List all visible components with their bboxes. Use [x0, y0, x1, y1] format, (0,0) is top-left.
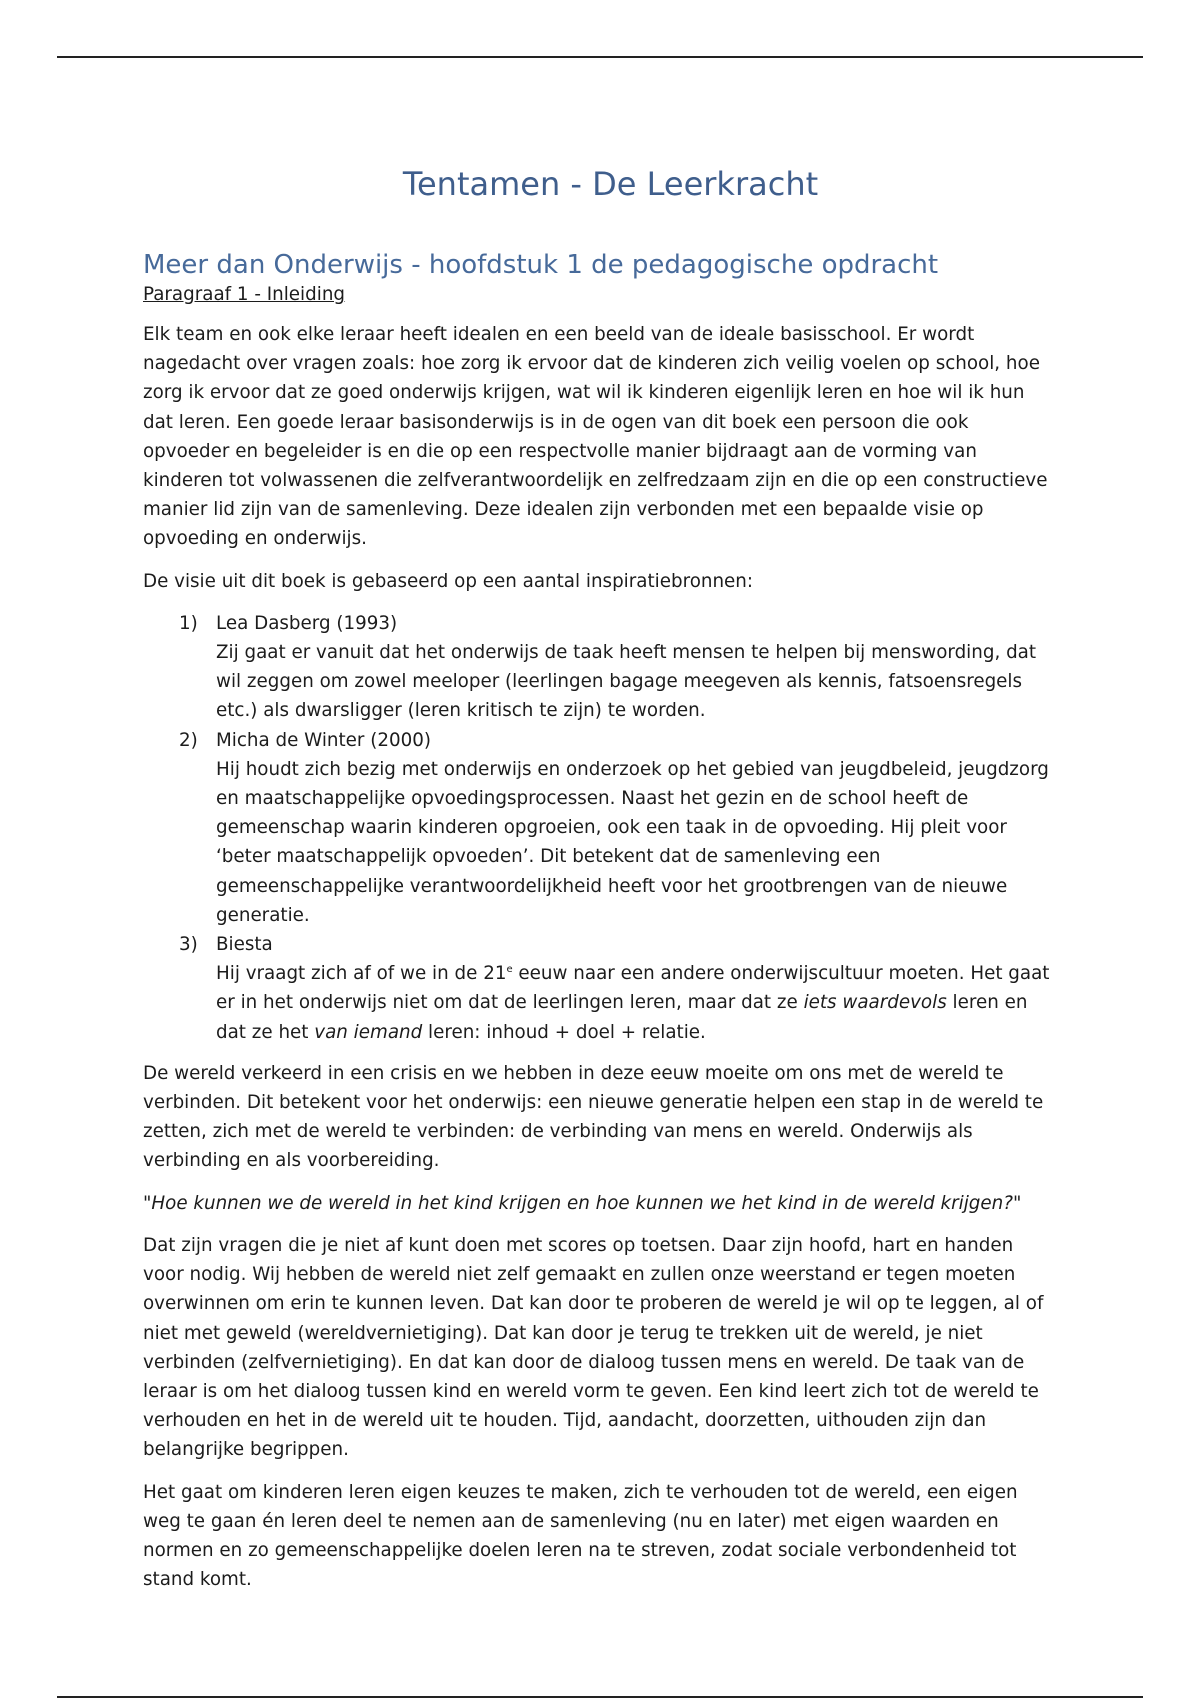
- source-text: Zij gaat er vanuit dat het onderwijs de taak heeft mensen te helpen bij menswording, dat wil zeggen om zowel meeloper (leerlingen bagage meegeven als kennis, fatsoensregels etc.) als dwarsligger (leren kritisch te zijn) te worden.: [216, 642, 1037, 722]
- source-name: Lea Dasberg (1993): [216, 612, 398, 634]
- source-text-part: Hij vraagt zich af of we in de 21: [216, 963, 507, 985]
- header-rule: [57, 56, 1143, 58]
- document-title: Tentamen - De Leerkracht: [402, 165, 819, 203]
- superscript-suffix: e: [506, 964, 513, 976]
- emphasis-text: iets waardevols: [803, 992, 947, 1014]
- emphasis-text: van iemand: [314, 1021, 423, 1043]
- world-paragraph: De wereld verkeerd in een crisis en we hebben in deze eeuw moeite om ons met de wereld te verbinden. Dit betekent voor het onderwijs: een nieuwe generatie helpen een stap in de wereld te zetten, zich met de wereld te verbinden: de verbinding van mens en wereld. Onderwijs als verbinding en als voorbereiding.: [143, 1062, 1044, 1172]
- sources-intro: De visie uit dit boek is gebaseerd op een aantal inspiratiebronnen:: [143, 570, 754, 592]
- source-text-part: eeuw naar een andere onderwijscultuur moeten. Het gaat er in het onderwijs niet om dat de leerlingen leren, maar dat ze: [216, 963, 1050, 1014]
- list-item: [143, 609, 1058, 726]
- footer-rule: [57, 1696, 1143, 1698]
- closing-paragraph: Het gaat om kinderen leren eigen keuzes te maken, zich te verhouden tot de wereld, een eigen weg te gaan én leren deel te nemen aan de samenleving (nu en later) met eigen waarden en normen en zo gemeenschappelijke doelen leren na te streven, zodat sociale verbondenheid tot stand komt.: [143, 1481, 1018, 1591]
- list-number: 1): [179, 612, 198, 634]
- list-number: 2): [179, 729, 198, 751]
- source-text: Hij houdt zich bezig met onderwijs en onderzoek op het gebied van jeugdbeleid, jeugdzorg en maatschappelijke opvoedingsprocessen. Naast het gezin en de school heeft de gemeenschap waarin kinderen opgroeien, ook een taak in de opvoeding. Hij pleit voor ‘beter maatschappelijk opvoeden’. Dit betekent dat de samenleving een gemeenschappelijke verantwoordelijkheid heeft voor het grootbrengen van de nieuwe generatie.: [216, 758, 1049, 926]
- intro-paragraph: Elk team en ook elke leraar heeft idealen en een beeld van de ideale basisschool. Er wordt nagedacht over vragen zoals: hoe zorg ik ervoor dat de kinderen zich veilig voelen op school, hoe zorg ik ervoor dat ze goed onderwijs krijgen, wat wil ik kinderen eigenlijk leren en hoe wil ik hun dat leren. Een goede leraar basisonderwijs is in de ogen van dit boek een persoon die ook opvoeder en begeleider is en die op een respectvolle manier bijdraagt aan de vorming van kinderen tot volwassenen die zelfverantwoordelijk en zelfredzaam zijn en die op een constructieve manier lid zijn van de samenleving. Deze idealen zijn verbonden met een bepaalde visie op opvoeding en onderwijs.: [143, 324, 1048, 550]
- source-text-part: leren: inhoud + doel + relatie.: [422, 1021, 706, 1043]
- source-name: Biesta: [216, 934, 273, 956]
- questions-paragraph: Dat zijn vragen die je niet af kunt doen met scores op toetsen. Daar zijn hoofd, hart en handen voor nodig. Wij hebben de wereld niet zelf gemaakt en zullen onze weerstand er tegen moeten overwinnen om erin te kunnen leven. Dat kan door te proberen de wereld je wil op te leggen, al of niet met geweld (wereldvernietiging). Dat kan door je terug te trekken uit de wereld, je niet verbinden (zelfvernietiging). En dat kan door de dialoog tussen mens en wereld. De taak van de leraar is om het dialoog tussen kind en wereld vorm te geven. Een kind leert zich tot de wereld te verhouden en het in de wereld uit te houden. Tijd, aandacht, doorzetten, uithouden zijn dan belangrijke begrippen.: [143, 1234, 1044, 1461]
- sources-list: [143, 609, 1058, 1047]
- paragraph-label: Paragraaf 1 - Inleiding: [143, 284, 346, 305]
- list-item: [143, 726, 1058, 930]
- chapter-heading: Meer dan Onderwijs - hoofdstuk 1 de pedagogische opdracht: [143, 250, 939, 280]
- source-name: Micha de Winter (2000): [216, 729, 432, 751]
- document-page: [143, 160, 1058, 1607]
- list-item: [143, 930, 1058, 1047]
- list-number: 3): [179, 934, 198, 956]
- source-text: [216, 959, 1058, 1047]
- source-text-part: leren en dat ze het: [216, 992, 1028, 1043]
- quote: "Hoe kunnen we de wereld in het kind krijgen en hoe kunnen we het kind in de wereld krijgen?": [143, 1192, 1022, 1214]
